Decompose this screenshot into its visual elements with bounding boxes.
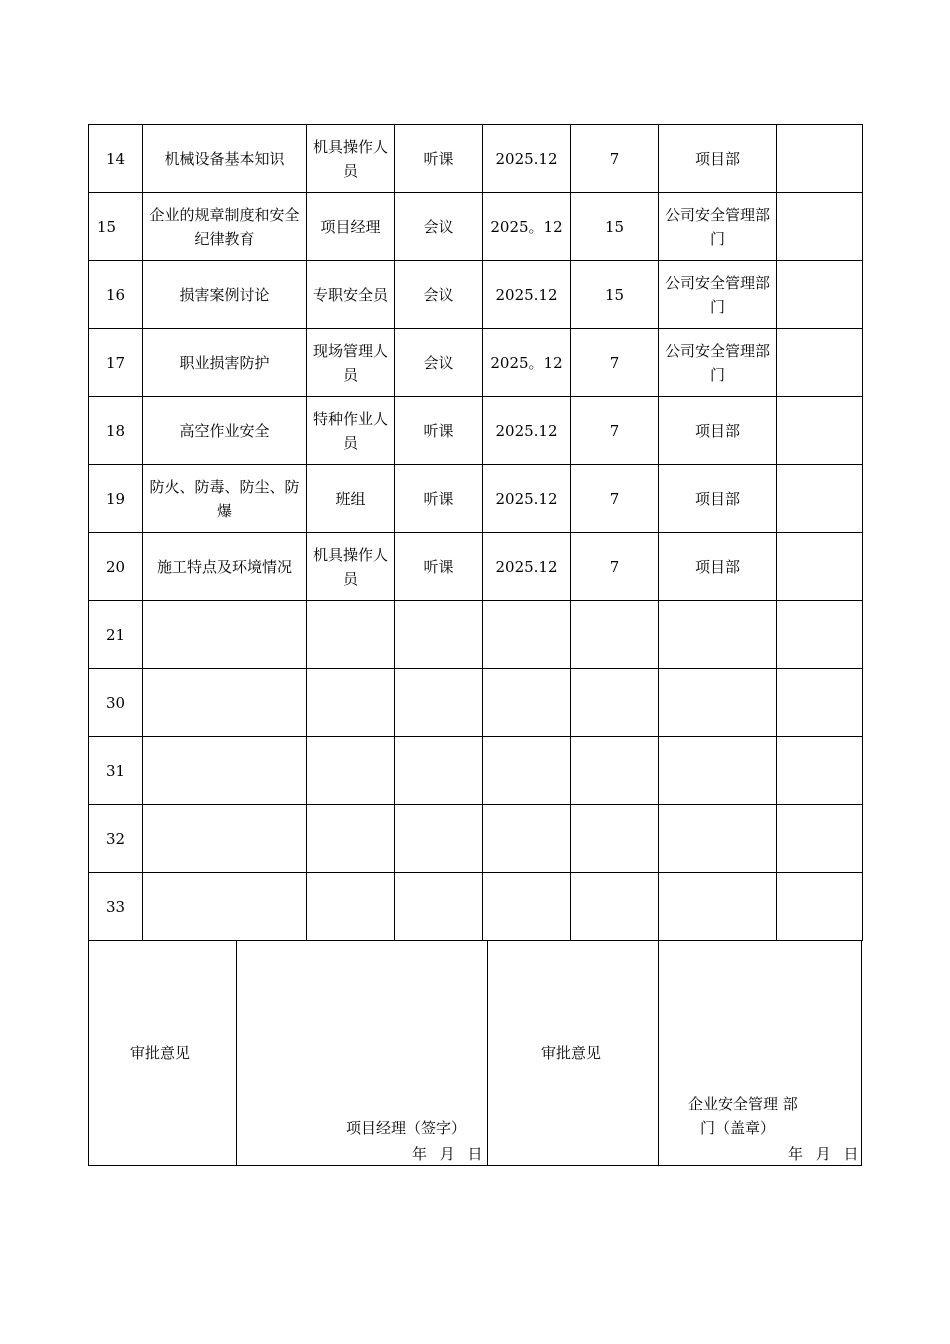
training-method: 听课 <box>423 557 454 576</box>
training-time: 2025.12 <box>495 149 558 168</box>
training-target-cell <box>307 805 395 873</box>
training-hours: 15 <box>604 217 625 236</box>
row-number: 32 <box>105 829 126 848</box>
training-method-cell <box>395 669 483 737</box>
remark-cell <box>777 737 863 805</box>
training-hours: 7 <box>609 353 620 372</box>
training-time: 2025.12 <box>495 557 558 576</box>
training-hours-cell <box>571 873 659 941</box>
organizer-cell <box>659 669 777 737</box>
training-method-cell <box>395 465 483 533</box>
organizer-cell <box>659 193 777 261</box>
training-time-cell <box>483 737 571 805</box>
table-row <box>89 193 863 261</box>
training-plan-sheet <box>88 124 862 1166</box>
training-method: 会议 <box>423 217 454 236</box>
remark-cell <box>777 465 863 533</box>
remark-cell <box>777 601 863 669</box>
remark-cell <box>777 125 863 193</box>
training-method: 听课 <box>423 421 454 440</box>
training-time-cell <box>483 193 571 261</box>
training-method-cell <box>395 193 483 261</box>
row-number: 20 <box>105 557 126 576</box>
organizer-cell <box>659 261 777 329</box>
approval-label-cell-right <box>488 941 659 1165</box>
training-hours-cell <box>571 805 659 873</box>
training-content-cell <box>143 873 307 941</box>
row-number: 33 <box>105 897 126 916</box>
row-number: 15 <box>97 217 117 236</box>
row-number-cell <box>89 193 143 261</box>
training-content: 防火、防毒、防尘、防爆 <box>149 477 300 520</box>
remark-cell <box>777 193 863 261</box>
training-time-cell <box>483 669 571 737</box>
table-row <box>89 397 863 465</box>
training-time-cell <box>483 397 571 465</box>
training-target-cell <box>307 193 395 261</box>
training-target-cell <box>307 873 395 941</box>
training-target: 现场管理人员 <box>312 341 388 384</box>
training-hours-cell <box>571 601 659 669</box>
training-content-cell <box>143 737 307 805</box>
organizer-cell <box>659 805 777 873</box>
organizer: 项目部 <box>694 421 740 440</box>
training-time: 2025。12 <box>490 353 563 372</box>
training-hours-cell <box>571 737 659 805</box>
training-target: 班组 <box>335 489 366 508</box>
row-number: 18 <box>105 421 126 440</box>
training-time-cell <box>483 261 571 329</box>
training-plan-rows <box>89 125 863 941</box>
project-manager-signature-label: 项目经理（签字） <box>346 1119 467 1137</box>
training-hours: 15 <box>604 285 625 304</box>
training-time-cell <box>483 601 571 669</box>
training-target-cell <box>307 669 395 737</box>
organizer: 项目部 <box>694 489 740 508</box>
training-hours-cell <box>571 465 659 533</box>
training-content: 施工特点及环境情况 <box>156 557 292 576</box>
remark-cell <box>777 329 863 397</box>
safety-dept-seal-cell <box>659 941 863 1165</box>
training-target: 特种作业人员 <box>312 409 388 452</box>
training-method-cell <box>395 533 483 601</box>
training-time-cell <box>483 125 571 193</box>
approval-section <box>88 941 862 1166</box>
table-row <box>89 329 863 397</box>
row-number-cell <box>89 737 143 805</box>
row-number-cell <box>89 125 143 193</box>
row-number: 17 <box>105 353 126 372</box>
training-content: 高空作业安全 <box>179 421 270 440</box>
training-target-cell <box>307 261 395 329</box>
remark-cell <box>777 873 863 941</box>
training-method-cell <box>395 873 483 941</box>
organizer: 公司安全管理部门 <box>664 341 770 384</box>
row-number-cell <box>89 669 143 737</box>
training-plan-table <box>88 124 863 941</box>
training-method-cell <box>395 397 483 465</box>
row-number: 19 <box>105 489 126 508</box>
row-number: 14 <box>105 149 126 168</box>
training-method-cell <box>395 601 483 669</box>
organizer: 公司安全管理部门 <box>664 205 770 248</box>
training-time-cell <box>483 329 571 397</box>
training-target-cell <box>307 125 395 193</box>
training-hours-cell <box>571 669 659 737</box>
training-content-cell <box>143 601 307 669</box>
training-content-cell <box>143 465 307 533</box>
remark-cell <box>777 805 863 873</box>
project-manager-sign-date: 年 月 日 <box>412 1145 487 1163</box>
training-content-cell <box>143 193 307 261</box>
training-content-cell <box>143 805 307 873</box>
training-time: 2025.12 <box>495 421 558 440</box>
organizer-cell <box>659 125 777 193</box>
row-number-cell <box>89 261 143 329</box>
safety-dept-seal-label-line1: 企业安全管理 部 <box>688 1095 798 1113</box>
row-number-cell <box>89 329 143 397</box>
training-hours: 7 <box>609 421 620 440</box>
row-number: 21 <box>105 625 126 644</box>
table-row <box>89 873 863 941</box>
training-target: 机具操作人员 <box>312 545 388 588</box>
training-method: 会议 <box>423 285 454 304</box>
approval-label-cell-left <box>89 941 237 1165</box>
table-row <box>89 737 863 805</box>
row-number-cell <box>89 805 143 873</box>
training-target: 项目经理 <box>320 217 381 236</box>
row-number-cell <box>89 601 143 669</box>
training-hours-cell <box>571 125 659 193</box>
row-number-cell <box>89 465 143 533</box>
row-number-cell <box>89 397 143 465</box>
safety-dept-seal-date: 年 月 日 <box>788 1145 863 1163</box>
remark-cell <box>777 397 863 465</box>
training-content: 损害案例讨论 <box>179 285 270 304</box>
training-method-cell <box>395 329 483 397</box>
row-number: 30 <box>105 693 126 712</box>
training-content-cell <box>143 125 307 193</box>
table-row <box>89 533 863 601</box>
table-row <box>89 261 863 329</box>
training-method-cell <box>395 737 483 805</box>
training-content-cell <box>143 533 307 601</box>
training-hours: 7 <box>609 149 620 168</box>
safety-dept-seal-label-line2: 门（盖章） <box>700 1119 776 1137</box>
row-number-cell <box>89 533 143 601</box>
table-row <box>89 125 863 193</box>
training-time-cell <box>483 805 571 873</box>
training-method: 会议 <box>423 353 454 372</box>
training-hours-cell <box>571 261 659 329</box>
training-method: 听课 <box>423 489 454 508</box>
training-hours: 7 <box>609 557 620 576</box>
project-manager-sign-cell <box>237 941 488 1165</box>
row-number-cell <box>89 873 143 941</box>
remark-cell <box>777 669 863 737</box>
table-row <box>89 465 863 533</box>
training-hours-cell <box>571 533 659 601</box>
training-content: 企业的规章制度和安全纪律教育 <box>149 205 300 248</box>
training-method-cell <box>395 805 483 873</box>
training-time: 2025.12 <box>495 489 558 508</box>
training-target-cell <box>307 397 395 465</box>
training-target: 专职安全员 <box>312 285 388 304</box>
training-hours-cell <box>571 329 659 397</box>
approval-opinion-label-right: 审批意见 <box>541 1044 602 1062</box>
organizer-cell <box>659 737 777 805</box>
organizer-cell <box>659 873 777 941</box>
organizer: 项目部 <box>694 149 740 168</box>
training-target-cell <box>307 601 395 669</box>
training-time: 2025。12 <box>490 217 563 236</box>
organizer-cell <box>659 601 777 669</box>
training-content: 职业损害防护 <box>179 353 270 372</box>
table-row <box>89 805 863 873</box>
training-content: 机械设备基本知识 <box>164 149 285 168</box>
training-hours-cell <box>571 397 659 465</box>
training-content-cell <box>143 669 307 737</box>
row-number: 31 <box>105 761 126 780</box>
training-content-cell <box>143 329 307 397</box>
training-target-cell <box>307 329 395 397</box>
training-content-cell <box>143 261 307 329</box>
table-row <box>89 601 863 669</box>
training-time-cell <box>483 533 571 601</box>
training-target-cell <box>307 737 395 805</box>
training-method: 听课 <box>423 149 454 168</box>
organizer-cell <box>659 397 777 465</box>
training-target-cell <box>307 533 395 601</box>
organizer-cell <box>659 329 777 397</box>
training-target: 机具操作人员 <box>312 137 388 180</box>
training-time: 2025.12 <box>495 285 558 304</box>
table-row <box>89 669 863 737</box>
training-time-cell <box>483 465 571 533</box>
training-method-cell <box>395 125 483 193</box>
remark-cell <box>777 533 863 601</box>
organizer: 公司安全管理部门 <box>664 273 770 316</box>
training-target-cell <box>307 465 395 533</box>
row-number: 16 <box>105 285 126 304</box>
remark-cell <box>777 261 863 329</box>
training-time-cell <box>483 873 571 941</box>
organizer-cell <box>659 465 777 533</box>
organizer: 项目部 <box>694 557 740 576</box>
training-hours: 7 <box>609 489 620 508</box>
training-method-cell <box>395 261 483 329</box>
organizer-cell <box>659 533 777 601</box>
approval-opinion-label-left: 审批意见 <box>130 1044 191 1062</box>
training-content-cell <box>143 397 307 465</box>
training-hours-cell <box>571 193 659 261</box>
